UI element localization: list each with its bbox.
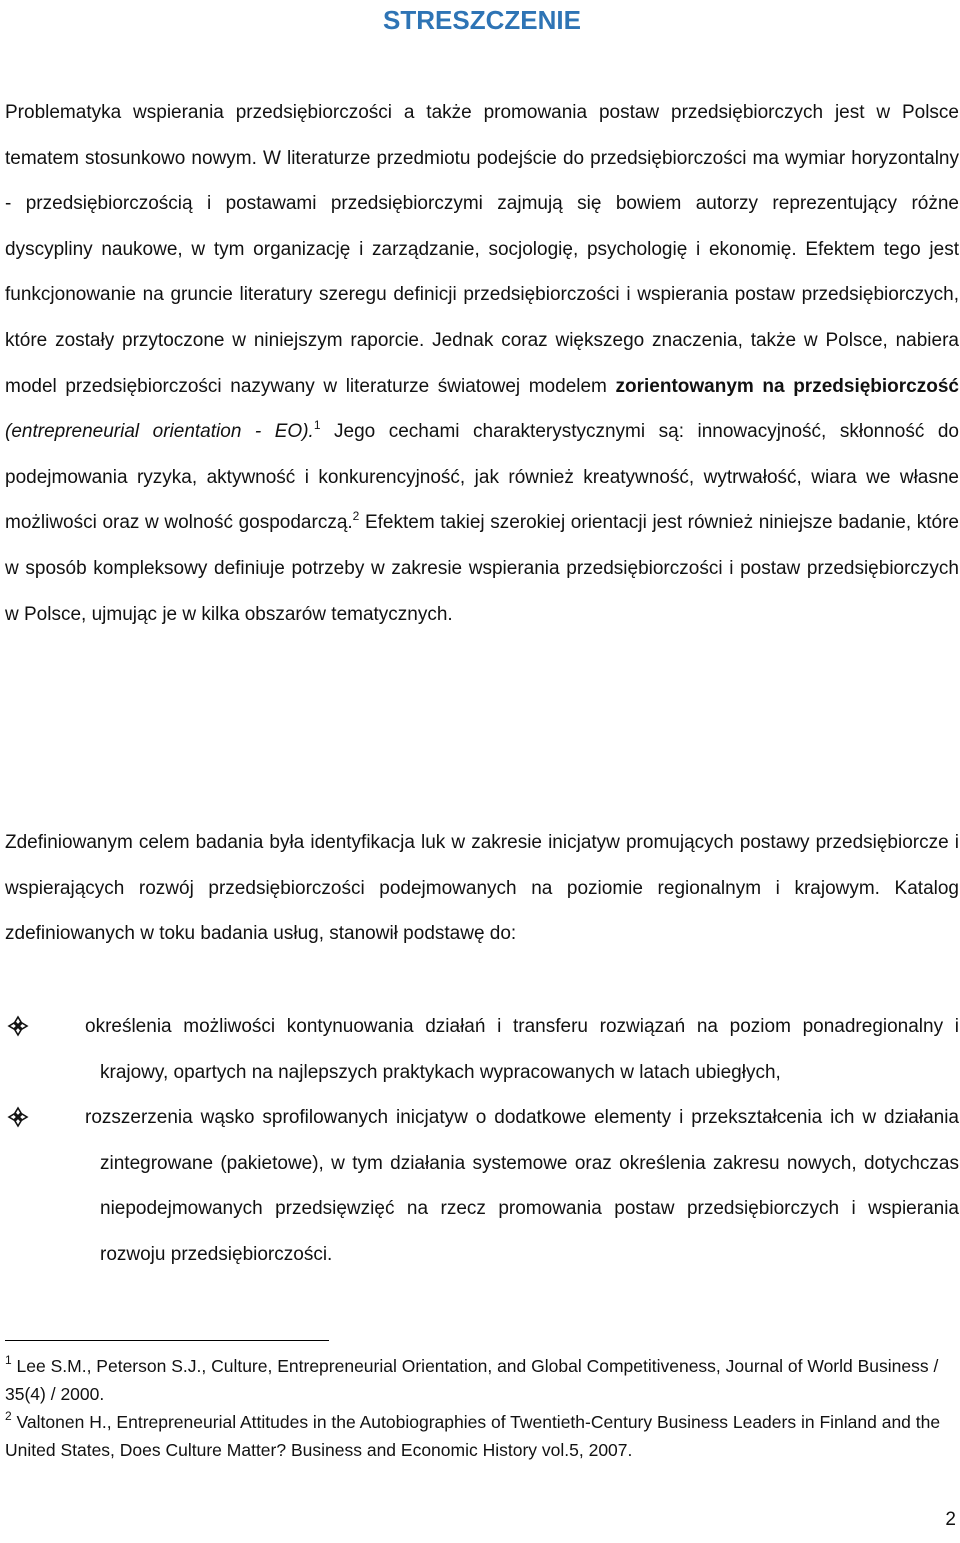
page-number: 2 bbox=[945, 1509, 956, 1530]
footnote-ref-1[interactable]: 1 bbox=[313, 418, 321, 433]
list-item bbox=[5, 1004, 959, 1095]
paragraph-text: Problematyka wspierania przedsiębiorczości a także promowania postaw przedsiębiorczych jest w Polsce tematem stosunkowo nowym. W literaturze przedmiotu podejście do przedsiębiorczości ma wymiar horyzontalny - przedsiębiorczością i postawami przedsiębiorczymi zajmują się bowiem autorzy reprezentujący różne dyscypliny naukowe, w tym organizację i zarządzanie, socjologię, psychologię i ekonomię. Efektem tego jest funkcjonowanie na gruncie literatury szeregu definicji przedsiębiorczości i wspierania postaw przedsiębiorczych, które zostały przytoczone w niniejszym raporcie. Jednak coraz większego znaczenia, także w Polsce, nabiera model przedsiębiorczości nazywany w literaturze światowej modelem bbox=[5, 102, 959, 397]
footnote-text: Valtonen H., Entrepreneurial Attitudes in the Autobiographies of Twentieth-Century Business Leaders in Finland and the United States, Does Culture Matter? Business and Economic History vol.5, 2007. bbox=[5, 1412, 941, 1460]
footnote-number: 2 bbox=[5, 1409, 12, 1423]
list-item-text: rozszerzenia wąsko sprofilowanych inicjatyw o dodatkowe elementy i przekształcenia ich w działania zintegrowane (pakietowe), w tym działania systemowe oraz określenia zakresu nowych, dotychczas niepodejmowanych przedsięwzięć na rzecz promowania postaw przedsiębiorczych i wspierania rozwoju przedsiębiorczości. bbox=[85, 1107, 959, 1265]
list-item-text: określenia możliwości kontynuowania działań i transferu rozwiązań na poziom ponadregionalny i krajowy, opartych na najlepszych praktykach wypracowanych w latach ubiegłych, bbox=[85, 1016, 959, 1083]
summary-paragraph-2: Zdefiniowanym celem badania była identyfikacja luk w zakresie inicjatyw promujących postawy przedsiębiorcze i wspierających rozwój przedsiębiorczości podejmowanych na poziomie regionalnym i krajowym. Katalog zdefiniowanych w toku badania usług, stanowił podstawę do: bbox=[5, 832, 959, 945]
footnote-2 bbox=[5, 1408, 959, 1464]
bullet-list bbox=[5, 1004, 959, 1278]
list-item bbox=[5, 1095, 959, 1277]
footnote-number: 1 bbox=[5, 1353, 12, 1367]
footnotes bbox=[5, 1352, 959, 1464]
diamond-bullet-icon bbox=[7, 1106, 29, 1128]
italic-term: (entrepreneurial orientation - EO). bbox=[5, 421, 314, 443]
paragraph-text: Jego cechami charakterystycznymi są: innowacyjność, skłonność do podejmowania ryzyka, aktywność i konkurencyjność, jak również kreatywność, wytrwałość, wiara we własne możliwości oraz w wolność gospodarczą. bbox=[5, 421, 959, 534]
footnote-ref-2[interactable]: 2 bbox=[352, 509, 360, 524]
diamond-bullet-icon bbox=[7, 1015, 29, 1037]
paragraph-text: Efektem takiej szerokiej orientacji jest również niniejsze badanie, które w sposób kompleksowy definiuje potrzeby w zakresie wspierania przedsiębiorczości i postaw przedsiębiorczych w Polsce, ujmując je w kilka obszarów tematycznych. bbox=[5, 512, 959, 625]
footnote-divider bbox=[5, 1340, 329, 1341]
bold-term: zorientowanym na przedsiębiorczość bbox=[615, 375, 959, 397]
summary-paragraph-1 bbox=[5, 90, 959, 637]
document-page bbox=[5, 0, 959, 1543]
footnote-text: Lee S.M., Peterson S.J., Culture, Entrepreneurial Orientation, and Global Competitiveness, Journal of World Business / 35(4) / 2000. bbox=[5, 1356, 939, 1404]
page-title: STRESZCZENIE bbox=[383, 5, 581, 35]
footnote-1 bbox=[5, 1352, 959, 1408]
